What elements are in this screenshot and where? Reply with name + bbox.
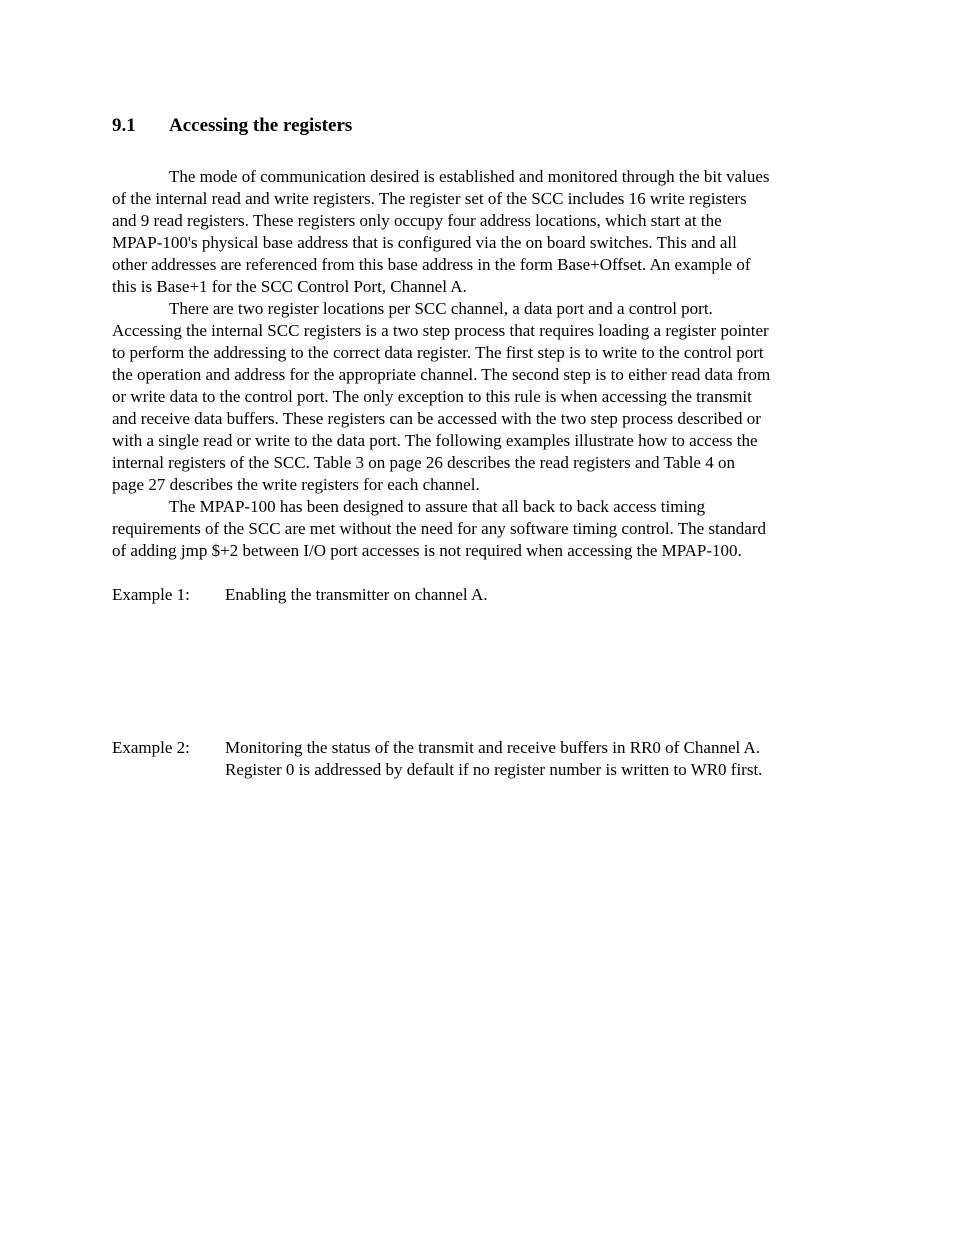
text-line: Monitoring the status of the transmit and receive buffers in RR0 of Channel A.	[225, 738, 761, 757]
example-label: Example 2:	[112, 738, 190, 757]
text-line: page 27 describes the write registers for each channel.	[112, 475, 480, 494]
paragraph-registers-overview	[112, 166, 852, 298]
text-line: requirements of the SCC are met without the need for any software timing control. The standard	[112, 519, 767, 538]
text-line: Register 0 is addressed by default if no register number is written to WR0 first.	[225, 760, 763, 779]
text-line: or write data to the control port. The only exception to this rule is when accessing the transmit	[112, 387, 752, 406]
text-line: internal registers of the SCC. Table 3 on page 26 describes the read registers and Table 4 on	[112, 453, 735, 472]
text-line: this is Base+1 for the SCC Control Port, Channel A.	[112, 277, 467, 296]
text-line: to perform the addressing to the correct data register. The first step is to write to the control port	[112, 343, 764, 362]
example-2	[112, 737, 852, 781]
text-line: other addresses are referenced from this base address in the form Base+Offset. An example of	[112, 255, 751, 274]
text-line: of the internal read and write registers. The register set of the SCC includes 16 write registers	[112, 189, 747, 208]
example-label: Example 1:	[112, 585, 190, 604]
text-line: The MPAP-100 has been designed to assure that all back to back access timing	[169, 497, 706, 516]
text-line: The mode of communication desired is established and monitored through the bit values	[169, 167, 770, 186]
section-number: 9.1	[112, 115, 136, 136]
text-line: Accessing the internal SCC registers is a two step process that requires loading a register pointer	[112, 321, 769, 340]
text-line: and 9 read registers. These registers only occupy four address locations, which start at the	[112, 211, 722, 230]
text-line: and receive data buffers. These registers can be accessed with the two step process described or	[112, 409, 761, 428]
document-page	[112, 114, 852, 781]
text-line: Enabling the transmitter on channel A.	[225, 585, 488, 604]
text-line: with a single read or write to the data port. The following examples illustrate how to access the	[112, 431, 758, 450]
example-description	[225, 584, 488, 606]
text-line: the operation and address for the appropriate channel. The second step is to either read data from	[112, 365, 771, 384]
text-line: of adding jmp $+2 between I/O port accesses is not required when accessing the MPAP-100.	[112, 541, 742, 560]
section-heading	[112, 114, 852, 138]
example-description	[225, 737, 762, 781]
section-title: Accessing the registers	[169, 115, 353, 136]
text-line: There are two register locations per SCC channel, a data port and a control port.	[169, 299, 713, 318]
text-line: MPAP-100's physical base address that is configured via the on board switches. This and all	[112, 233, 737, 252]
paragraph-timing	[112, 496, 852, 562]
paragraph-register-access	[112, 298, 852, 496]
example-1	[112, 584, 852, 606]
